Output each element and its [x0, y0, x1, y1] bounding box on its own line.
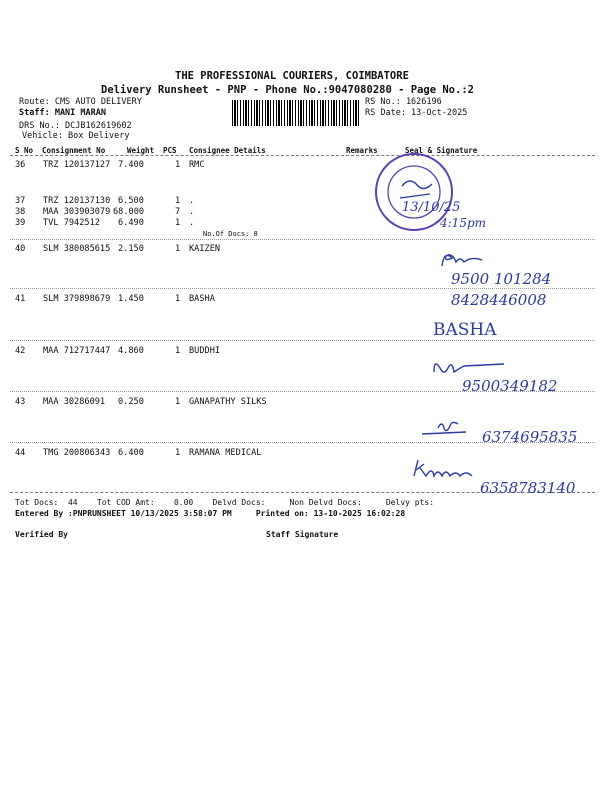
row-pcs: 1: [175, 397, 181, 407]
row-weight: 6.400: [118, 448, 144, 458]
row-consignment: MAA 712717447: [43, 346, 111, 356]
row-sno: 42: [15, 346, 26, 356]
row-consignee: RAMANA MEDICAL: [189, 448, 262, 458]
row-consignment: TMG 200806343: [43, 448, 111, 458]
row-consignee: KAIZEN: [189, 244, 221, 254]
row-consignment: TRZ 120137130: [43, 196, 111, 206]
row-sno: 39: [15, 218, 26, 228]
col-seal: Seal & Signature: [405, 146, 478, 155]
col-sno: S No: [15, 146, 34, 155]
col-weight: Weight: [127, 146, 155, 155]
row-weight: 2.150: [118, 244, 144, 254]
row-pcs: 1: [175, 294, 181, 304]
drs-label: DRS No.: DCJB162619602: [19, 121, 132, 131]
vehicle-label: Vehicle: Box Delivery: [22, 131, 130, 141]
row-pcs: 1: [175, 218, 181, 228]
row-consignment: SLM 380085615: [43, 244, 111, 254]
row-consignee: BASHA: [189, 294, 215, 304]
barcode: [232, 100, 360, 126]
col-pcs: PCS: [163, 146, 177, 155]
handwritten-phone-42: 9500349182: [462, 377, 558, 395]
col-remarks: Remarks: [346, 146, 378, 155]
row-pcs: 1: [175, 244, 181, 254]
row-consignment: SLM 379898679: [43, 294, 111, 304]
row-weight: 4.860: [118, 346, 144, 356]
staff-signature-label: Staff Signature: [266, 530, 339, 539]
handwritten-phone-43: 6374695835: [482, 428, 578, 446]
row-sno: 41: [15, 294, 26, 304]
row-consignee: GANAPATHY SILKS: [189, 397, 267, 407]
stamp-date: 13/10/25: [402, 200, 461, 215]
row-consignee: .: [189, 196, 195, 206]
signature-44: [410, 458, 520, 480]
row-weight: 0.250: [118, 397, 144, 407]
row-consignee: BUDDHI: [189, 346, 221, 356]
row-sno: 38: [15, 207, 26, 217]
row-pcs: 1: [175, 346, 181, 356]
row-consignment: TRZ 120137127: [43, 160, 111, 170]
no-of-docs: No.Of Docs: 8: [203, 230, 258, 238]
row-pcs: 1: [175, 196, 181, 206]
signature-40: [438, 248, 528, 270]
row-sno: 36: [15, 160, 26, 170]
handwritten-phone-44: 6358783140: [480, 479, 576, 497]
row-weight: 6.490: [118, 218, 144, 228]
staff-label: Staff: MANI MARAN: [19, 108, 106, 118]
row-sno: 43: [15, 397, 26, 407]
rs-no: RS No.: 1626196: [365, 97, 442, 107]
row-consignee: .: [189, 207, 195, 217]
row-consignment: TVL 7942512: [43, 218, 100, 228]
company-title: THE PROFESSIONAL COURIERS, COIMBATORE: [175, 70, 409, 82]
runsheet-subtitle: Delivery Runsheet - PNP - Phone No.:9047080280 - Page No.:2: [101, 84, 474, 96]
row-sno: 44: [15, 448, 26, 458]
col-consignment: Consignment No: [42, 146, 106, 155]
row-weight: 7.400: [118, 160, 144, 170]
row-weight: 68.000: [113, 207, 145, 217]
route-label: Route: CMS AUTO DELIVERY: [19, 97, 142, 107]
entered-by-line: Entered By :PNPRUNSHEET 10/13/2025 3:58:07 PM Printed on: 13-10-2025 16:02:28: [15, 509, 406, 518]
row-weight: 6.500: [118, 196, 144, 206]
row-pcs: 1: [175, 160, 181, 170]
row-pcs: 7: [175, 207, 181, 217]
handwritten-phone-40b: 8428446008: [451, 291, 547, 309]
row-sno: 40: [15, 244, 26, 254]
row-consignment: MAA 303903079: [43, 207, 111, 217]
row-consignee: RMC: [189, 160, 205, 170]
row-consignment: MAA 30286091: [43, 397, 106, 407]
totals-line: Tot Docs: 44 Tot COD Amt: 0.00 Delvd Docs: Non Delvd Docs: Delvy pts:: [15, 498, 435, 507]
handwritten-phone-40a: 9500 101284: [451, 270, 552, 288]
row-weight: 1.450: [118, 294, 144, 304]
row-consignee: .: [189, 218, 195, 228]
stamp-time: 4:15pm: [440, 216, 487, 230]
row-pcs: 1: [175, 448, 181, 458]
handwritten-name-41: BASHA: [433, 320, 497, 340]
signature-43: [418, 416, 478, 440]
row-sno: 37: [15, 196, 26, 206]
rs-date: RS Date: 13-Oct-2025: [365, 108, 468, 118]
col-consignee: Consignee Details: [189, 146, 266, 155]
signature-42: [430, 356, 510, 376]
verified-by: Verified By: [15, 530, 68, 539]
